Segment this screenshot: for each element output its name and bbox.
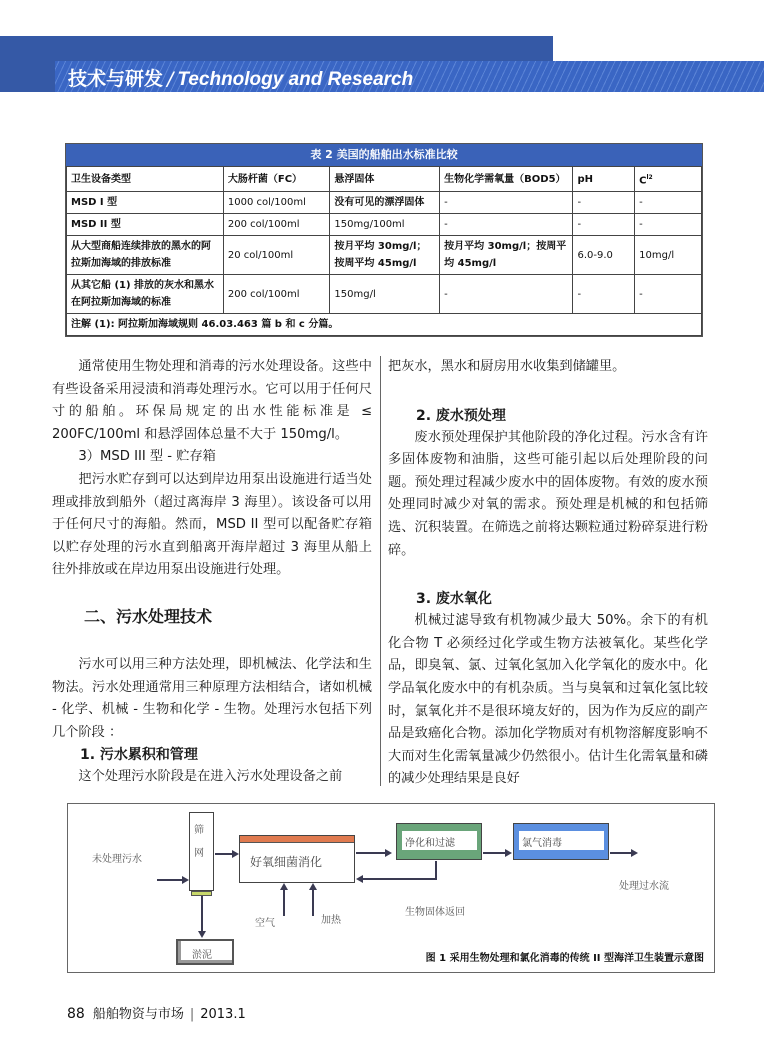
table-cell: MSD II 型 bbox=[67, 214, 224, 236]
subsection-heading: 2. 废水预处理 bbox=[416, 407, 506, 424]
label-solids-return: 生物固体返回 bbox=[405, 907, 465, 918]
table-header-cell: pH bbox=[573, 167, 635, 192]
table-header-cell: 悬浮固体 bbox=[330, 167, 440, 192]
subsection-heading: 1. 污水累积和管理 bbox=[80, 747, 198, 764]
table-cell: - bbox=[635, 192, 702, 214]
screen-box bbox=[189, 812, 214, 891]
standards-table bbox=[65, 143, 703, 337]
screen-label-1: 筛 bbox=[194, 825, 204, 836]
filter-box bbox=[396, 823, 482, 860]
header-band-left-block bbox=[0, 61, 55, 92]
arrowhead bbox=[182, 876, 189, 884]
left-column bbox=[52, 356, 372, 789]
table-body bbox=[66, 166, 702, 336]
table-caption: 表 2 美国的船舶出水标准比较 bbox=[66, 144, 702, 166]
return-line-vertical bbox=[435, 861, 437, 880]
table-cell: 150mg/100ml bbox=[330, 214, 440, 236]
spacer bbox=[388, 562, 708, 588]
table-header-cell bbox=[635, 167, 702, 192]
label-untreated-sewage: 未处理污水 bbox=[92, 854, 142, 865]
table-cell: - bbox=[635, 214, 702, 236]
column-divider bbox=[380, 356, 381, 786]
table-cell: - bbox=[573, 214, 635, 236]
table-row bbox=[67, 214, 702, 236]
label-sludge: 淤泥 bbox=[192, 950, 212, 961]
section-title-separator: / bbox=[167, 68, 174, 90]
issue-number: 2013.1 bbox=[200, 1007, 246, 1022]
table-cell: 200 col/100ml bbox=[223, 275, 330, 314]
table-cell: 没有可见的漂浮固体 bbox=[330, 192, 440, 214]
digest-top-bar bbox=[240, 836, 354, 843]
chlorine-superscript: l2 bbox=[646, 174, 653, 181]
section-header bbox=[68, 64, 413, 91]
paragraph: 把污水贮存到可以达到岸边用泵出设施进行适当处理或排放到船外（超过离海岸 3 海里）。该设备可以用于任何尺寸的海船。然而，MSD II 型可以配备贮存箱以贮存处理的污水直到船离开海岸超过 3 海里从船上往外排放或在岸边用泵出设施进行处理。 bbox=[52, 471, 372, 578]
arrowhead bbox=[385, 849, 392, 857]
table-header-cell: 生物化学需氧量（BOD5） bbox=[440, 167, 573, 192]
page-footer bbox=[67, 1003, 246, 1022]
process-diagram bbox=[67, 803, 715, 973]
section-heading: 二、污水处理技术 bbox=[84, 606, 213, 626]
publication-name: 船舶物资与市场 bbox=[92, 1007, 184, 1022]
arrowhead bbox=[505, 849, 512, 857]
arrow-input bbox=[157, 879, 183, 881]
chlorine-box bbox=[513, 823, 609, 860]
paragraph: 把灰水，黑水和厨房用水收集到储罐里。 bbox=[388, 359, 626, 374]
table-cell: 20 col/100ml bbox=[223, 236, 330, 275]
subsection-heading: 3. 废水氧化 bbox=[416, 591, 492, 608]
table-cell: 从其它船 (1) 排放的灰水和黑水在阿拉斯加海域的标准 bbox=[67, 275, 224, 314]
arrow-screen-to-digest bbox=[215, 853, 233, 855]
arrow-to-sludge bbox=[201, 896, 203, 932]
table-cell: MSD I 型 bbox=[67, 192, 224, 214]
label-heat: 加热 bbox=[321, 915, 341, 926]
label-chlorine: 氯气消毒 bbox=[522, 838, 562, 849]
paragraph: 通常使用生物处理和消毒的污水处理设备。这些中有些设备采用浸渍和消毒处理污水。它可以用于任何尺寸的船舶。环保局规定的出水性能标准是 ≤ 200FC/100ml 和悬浮固体总量不大于 150mg/l。 bbox=[52, 359, 372, 442]
table-cell: 150mg/l bbox=[330, 275, 440, 314]
arrow-heat bbox=[312, 889, 314, 916]
arrowhead bbox=[198, 931, 206, 938]
footer-separator: | bbox=[189, 1007, 195, 1022]
return-line bbox=[363, 878, 436, 880]
table-cell: 按月平均 30mg/l；按周平均 45mg/l bbox=[440, 236, 573, 275]
table-header-row bbox=[67, 167, 702, 192]
table-cell: - bbox=[440, 214, 573, 236]
screen-label-2: 网 bbox=[194, 848, 204, 859]
arrow-air bbox=[283, 889, 285, 916]
table-cell: 6.0-9.0 bbox=[573, 236, 635, 275]
arrow-filter-to-chlorine bbox=[483, 852, 506, 854]
item-heading-msd3: 3）MSD III 型 - 贮存箱 bbox=[78, 449, 216, 465]
arrowhead bbox=[280, 883, 288, 890]
arrowhead bbox=[232, 850, 239, 858]
arrowhead bbox=[356, 875, 363, 883]
table-cell: - bbox=[635, 275, 702, 314]
table-cell: 按月平均 30mg/l；按周平均 45mg/l bbox=[330, 236, 440, 275]
right-column bbox=[388, 356, 708, 791]
sludge-box bbox=[176, 939, 234, 965]
arrowhead bbox=[309, 883, 317, 890]
table-row bbox=[67, 236, 702, 275]
table-cell: 10mg/l bbox=[635, 236, 702, 275]
paragraph: 污水可以用三种方法处理，即机械法、化学法和生物法。污水处理通常用三种原理方法相结合，诸如机械 - 化学、机械 - 生物和化学 - 生物。处理污水包括下列几个阶段 ： bbox=[52, 656, 372, 740]
label-treated-water: 处理过水流 bbox=[619, 881, 669, 892]
table-header-cell: 大肠杆菌（FC） bbox=[223, 167, 330, 192]
header-band-dark bbox=[0, 36, 553, 63]
arrowhead bbox=[631, 849, 638, 857]
table-row bbox=[67, 275, 702, 314]
section-title-cn: 技术与研发 bbox=[68, 68, 164, 90]
table-cell: - bbox=[573, 192, 635, 214]
table-header-cell: 卫生设备类型 bbox=[67, 167, 224, 192]
table-cell: - bbox=[573, 275, 635, 314]
page-number: 88 bbox=[67, 1006, 85, 1022]
table-row bbox=[67, 192, 702, 214]
aerobic-digestion-box bbox=[239, 835, 355, 883]
table-cell: - bbox=[440, 275, 573, 314]
filter-inner bbox=[402, 831, 477, 850]
table-cell: - bbox=[440, 192, 573, 214]
paragraph: 废水预处理保护其他阶段的净化过程。污水含有许多固体废物和油脂，这些可能引起以后处理阶段的问题。预处理过程减少废水中的固体废物。有效的废水预处理同时减少对氧的需求。预处理是机械的和包括筛选、沉积装置。在筛选之前将达颗粒通过粉碎泵进行粉碎。 bbox=[388, 429, 708, 558]
table-cell: 1000 col/100ml bbox=[223, 192, 330, 214]
table-note: 注解 (1): 阿拉斯加海域规则 46.03.463 篇 b 和 c 分篇。 bbox=[67, 314, 702, 336]
label-aerobic-digestion: 好氧细菌消化 bbox=[250, 855, 323, 869]
chlorine-inner bbox=[519, 831, 604, 850]
chlorine-symbol: C bbox=[639, 175, 647, 187]
arrow-digest-to-filter bbox=[356, 852, 386, 854]
table-note-row bbox=[67, 314, 702, 336]
table-cell: 从大型商船连续排放的黑水的阿拉斯加海域的排放标准 bbox=[67, 236, 224, 275]
label-filter: 净化和过滤 bbox=[405, 838, 455, 849]
label-air: 空气 bbox=[255, 918, 275, 929]
paragraph: 机械过滤导致有机物减少最大 50%。余下的有机化合物 T 必须经过化学或生物方法被氧化。某些化学品，即臭氧、氯、过氧化氢加入化学氧化的废水中。化学品氧化废水中的有机杂质。当与臭氧和过氧化氢比较时，氯氧化并不是很环境友好的，因为作为反应的副产品是致癌化合物。添加化学物质对有机物溶解度影响不大而对生化需氧量减少仍然很小。估计生化需氧量和磷的减少处理结果是良好 bbox=[388, 613, 708, 787]
paragraph: 这个处理污水阶段是在进入污水处理设备之前 bbox=[78, 769, 343, 785]
arrow-output bbox=[610, 852, 632, 854]
section-title-en: Technology and Research bbox=[177, 69, 414, 90]
spacer bbox=[388, 379, 708, 405]
figure-caption: 图 1 采用生物处理和氯化消毒的传统 II 型海洋卫生装置示意图 bbox=[425, 953, 704, 964]
table-cell: 200 col/100ml bbox=[223, 214, 330, 236]
